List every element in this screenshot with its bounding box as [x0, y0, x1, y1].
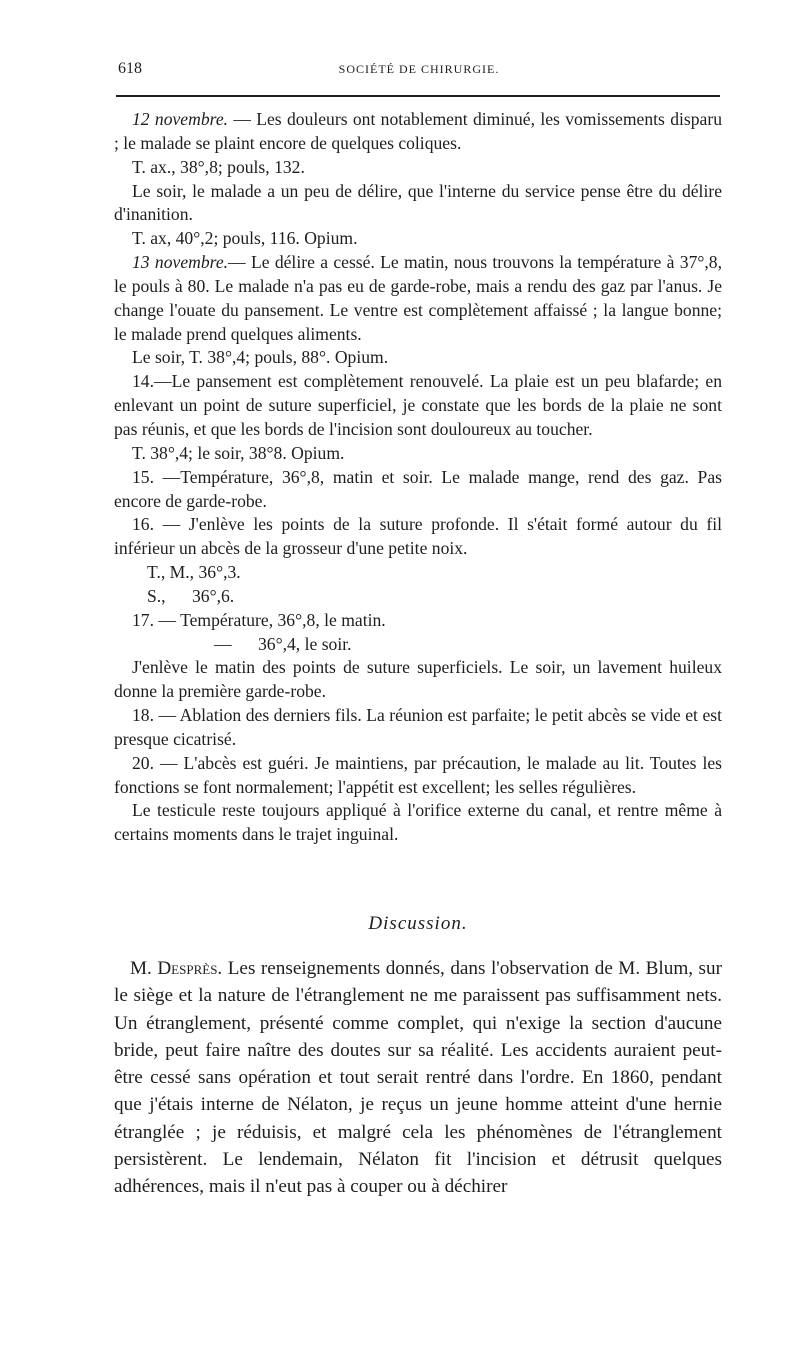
speaker-name: M. Desprès.	[130, 958, 223, 979]
paragraph: T. 38°,4; le soir, 38°8. Opium.	[132, 442, 345, 463]
entry-date: 13 novembre.	[132, 252, 229, 273]
paragraph: 14.—Le pansement est complètement renouvelé. La plaie est un peu blafarde; en enlevant un point de suture superficiel, je constate que les bords de la plaie ne sont pas réunis, et que les bords de l'incision sont douloureux au toucher.	[114, 371, 722, 439]
paragraph: T., M., 36°,3.	[147, 562, 241, 583]
paragraph: 18. — Ablation des derniers fils. La réunion est parfaite; le petit abcès se vide et est presque cicatrisé.	[114, 705, 722, 749]
page-header	[118, 60, 720, 84]
paragraph: — 36°,4, le soir.	[214, 633, 352, 654]
paragraph: 15. —Température, 36°,8, matin et soir. Le malade mange, rend des gaz. Pas encore de garde-robe.	[114, 466, 722, 511]
paragraph: Le testicule reste toujours appliqué à l'orifice externe du canal, et rentre même à certains moments dans le trajet inguinal.	[114, 800, 722, 845]
section-heading: Discussion.	[368, 913, 468, 934]
observation-body	[114, 108, 722, 847]
paragraph: S., 36°,6.	[147, 585, 235, 606]
paragraph	[114, 108, 722, 156]
paragraph-text: — Le délire a cessé. Le matin, nous trouvons la température à 37°,8, le pouls à 80. Le malade n'a pas eu de garde-robe, mais a rendu des gaz par l'anus. Je change l'ouate du pansement. Le ventre est complètement affaissé ; la langue bonne; le malade prend quelques aliments.	[114, 252, 722, 344]
paragraph: Le soir, le malade a un peu de délire, que l'interne du service pense être du délire d'inanition.	[114, 180, 722, 225]
paragraph: 16. — J'enlève les points de la suture profonde. Il s'était formé autour du fil inférieur un abcès de la grosseur d'une petite noix.	[114, 514, 722, 559]
paragraph: 17. — Température, 36°,8, le matin.	[132, 609, 386, 630]
paragraph: 20. — L'abcès est guéri. Je maintiens, par précaution, le malade au lit. Toutes les fonctions se font normalement; l'appétit est excellent; les selles régulières.	[114, 752, 722, 797]
paragraph: Le soir, T. 38°,4; pouls, 88°. Opium.	[132, 347, 389, 368]
paragraph: T. ax., 38°,8; pouls, 132.	[132, 156, 305, 177]
discussion-body	[114, 955, 722, 1201]
entry-date: 12 novembre.	[132, 109, 229, 129]
paragraph: J'enlève le matin des points de suture superficiels. Le soir, un lavement huileux donne la première garde-robe.	[114, 657, 722, 702]
header-rule	[116, 95, 720, 97]
running-title: SOCIÉTÉ DE CHIRURGIE.	[338, 62, 500, 76]
paragraph-text: — Les douleurs ont notablement diminué, les vomissements disparu ; le malade se plaint encore de quelques coliques.	[114, 109, 722, 153]
page-number: 618	[118, 60, 142, 77]
paragraph: T. ax, 40°,2; pouls, 116. Opium.	[132, 228, 358, 249]
paragraph-text: Les renseignements donnés, dans l'observation de M. Blum, sur le siège et la nature de l'étranglement ne me paraissent pas suffisamment nets. Un étranglement, présenté comme complet, qui n'exige la section d'aucune bride, peut faire naître des doutes sur sa réalité. Les accidents auraient peut-être cessé sans opération et tout serait rentré dans l'ordre. En 1860, pendant que j'étais interne de Nélaton, je reçus un jeune homme atteint d'une hernie étranglée ; je réduisis, et malgré cela les phénomènes de l'étranglement persistèrent. Le lendemain, Nélaton fit l'incision et détrusit quelques adhérences, mais il n'eut pas à couper ou à déchirer	[114, 958, 722, 1198]
paragraph	[114, 955, 722, 1201]
paragraph	[114, 251, 722, 346]
